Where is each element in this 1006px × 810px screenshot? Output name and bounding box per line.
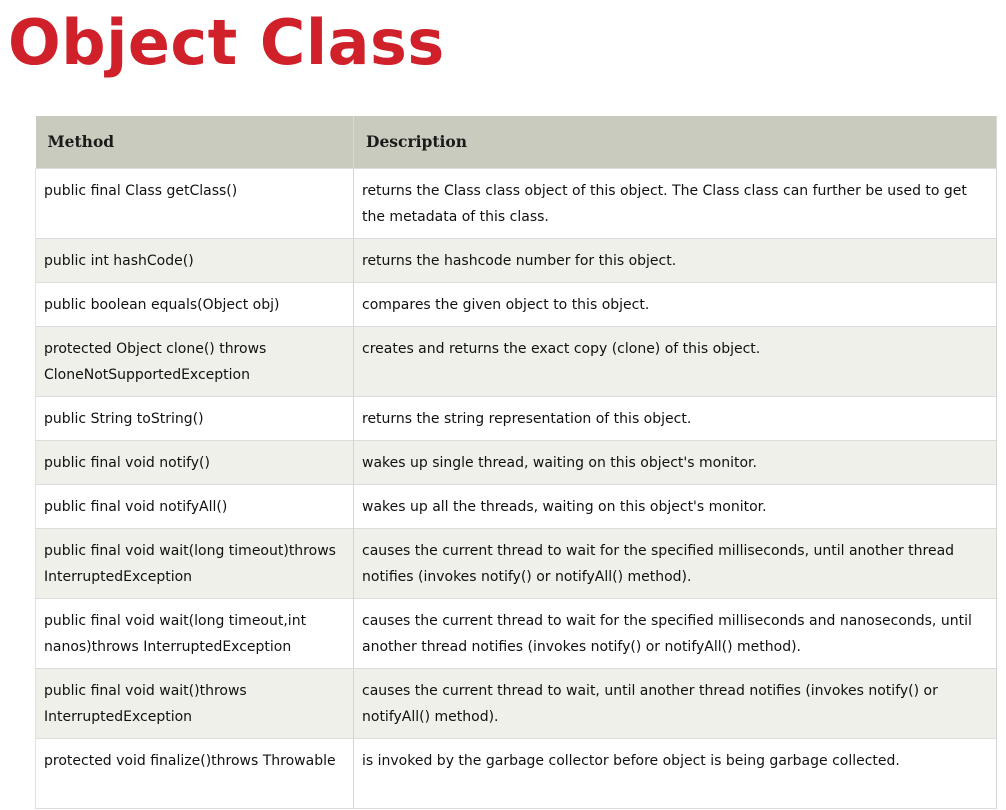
method-cell: public final void wait(long timeout)throws InterruptedException <box>36 528 354 598</box>
description-column-header: Description <box>354 116 997 168</box>
table-row <box>36 528 997 598</box>
method-cell: public int hashCode() <box>36 238 354 282</box>
method-cell: protected void finalize()throws Throwable <box>36 738 354 808</box>
table-row <box>36 738 997 808</box>
table-row <box>36 484 997 528</box>
table-row <box>36 238 997 282</box>
description-cell: wakes up all the threads, waiting on this object's monitor. <box>354 484 997 528</box>
description-cell: causes the current thread to wait, until another thread notifies (invokes notify() or notifyAll() method). <box>354 668 997 738</box>
table-header-row <box>36 116 997 168</box>
description-cell: creates and returns the exact copy (clone) of this object. <box>354 326 997 396</box>
table-row <box>36 440 997 484</box>
page-title: Object Class <box>8 6 445 79</box>
method-cell: public String toString() <box>36 396 354 440</box>
method-cell: public final void wait(long timeout,int nanos)throws InterruptedException <box>36 598 354 668</box>
object-methods-table <box>35 116 997 809</box>
description-cell: causes the current thread to wait for the specified milliseconds, until another thread notifies (invokes notify() or notifyAll() method). <box>354 528 997 598</box>
description-cell: wakes up single thread, waiting on this object's monitor. <box>354 440 997 484</box>
table-row <box>36 396 997 440</box>
method-cell: public final void notifyAll() <box>36 484 354 528</box>
description-cell: causes the current thread to wait for the specified milliseconds and nanoseconds, until another thread notifies (invokes notify() or notifyAll() method). <box>354 598 997 668</box>
method-cell: protected Object clone() throws CloneNotSupportedException <box>36 326 354 396</box>
table-row <box>36 598 997 668</box>
description-cell: is invoked by the garbage collector before object is being garbage collected. <box>354 738 997 808</box>
table-row <box>36 326 997 396</box>
description-cell: returns the Class class object of this object. The Class class can further be used to get the metadata of this class. <box>354 168 997 238</box>
table-row <box>36 668 997 738</box>
method-cell: public boolean equals(Object obj) <box>36 282 354 326</box>
description-cell: returns the string representation of this object. <box>354 396 997 440</box>
description-cell: compares the given object to this object. <box>354 282 997 326</box>
table-row <box>36 168 997 238</box>
method-cell: public final void notify() <box>36 440 354 484</box>
method-cell: public final void wait()throws InterruptedException <box>36 668 354 738</box>
table-row <box>36 282 997 326</box>
method-column-header: Method <box>36 116 354 168</box>
description-cell: returns the hashcode number for this object. <box>354 238 997 282</box>
method-cell: public final Class getClass() <box>36 168 354 238</box>
